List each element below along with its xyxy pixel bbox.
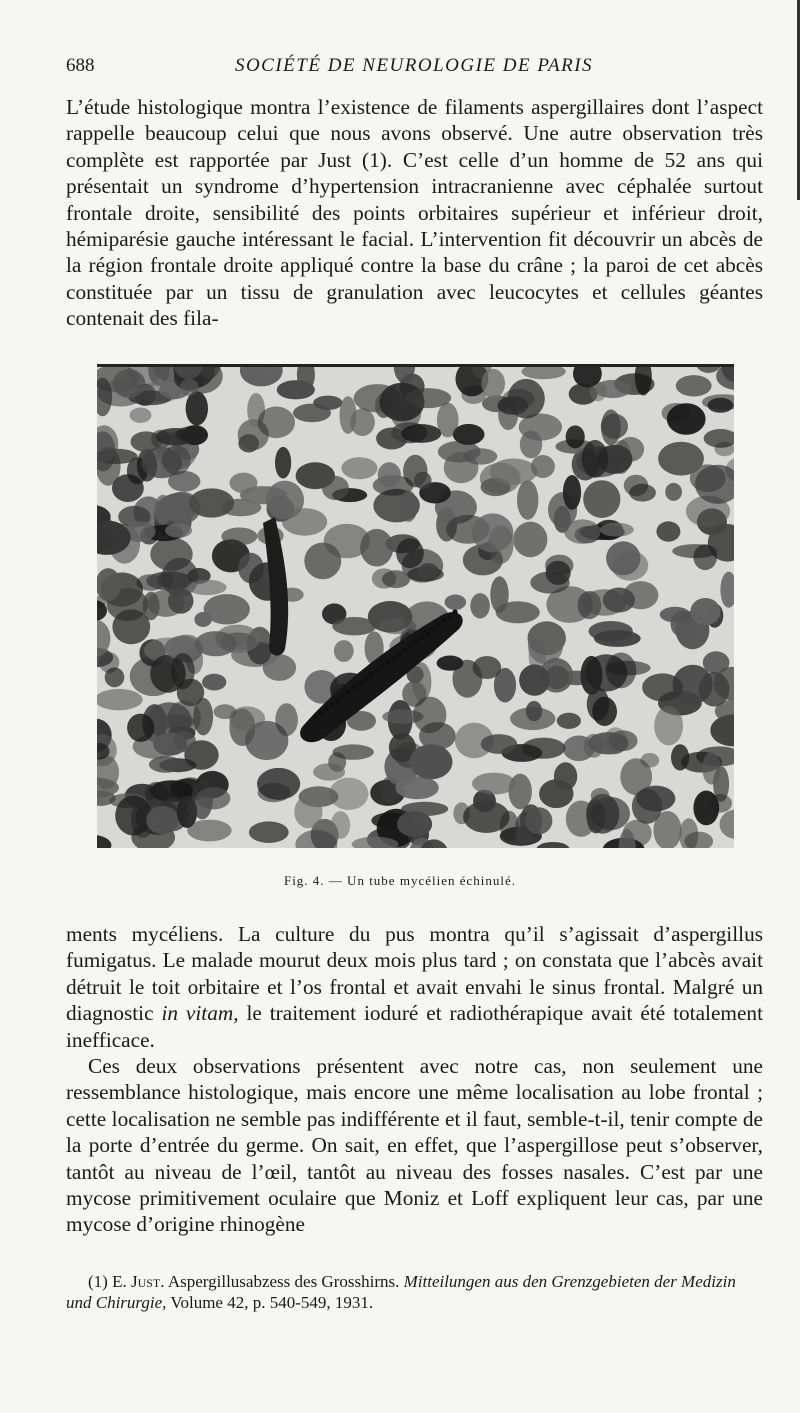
footnote-journal: Mitteilungen aus den Grenzgebieten der Medizin und Chirurgie, xyxy=(66,1272,736,1312)
footnote-details: Volume 42, p. 540-549, 1931. xyxy=(166,1293,374,1312)
page-header xyxy=(66,55,762,81)
paragraph-top: L’étude histologique montra l’existence de filaments aspergillaires dont l’aspect rappelle beaucoup celui que nous avons observé. Une autre observation très complète est rapportée par Just (1). C’est celle d’un homme de 52 ans qui présentait un syndrome d’hypertension intracranienne avec céphalée surtout frontale droite, sensibilité des points orbitaires supérieur et inférieur droit, hémiparésie gauche intéressant le facial. L’intervention fit découvrir un abcès de la région frontale droite appliqué contre la base du crâne ; la paroi de cet abcès constituée par un tissu de granulation avec leucocytes et cellules géantes contenait des fila- xyxy=(66,95,763,331)
running-title: SOCIÉTÉ DE NEUROLOGIE DE PARIS xyxy=(234,55,594,76)
figure-micrograph xyxy=(97,364,734,848)
body-text-top xyxy=(66,94,763,332)
figure-caption: Fig. 4. — Un tube mycélien échinulé. xyxy=(283,873,517,888)
text-after-italic: le traitement ioduré et radiothérapique avait été totalement inefficace. xyxy=(66,1001,763,1052)
text-before-italic: ments mycéliens. La culture du pus montra qu’il s’agissait d’aspergillus fumigatus. Le malade mourut deux mois plus tard ; on constata que l’abcès avait détruit le toit orbitaire et l’os frontal et avait envahi le sinus frontal. Malgré un diagnostic xyxy=(66,922,763,1026)
italic-phrase: in vitam, xyxy=(161,1001,239,1026)
footnote-author: Just. xyxy=(130,1272,165,1291)
footnote-title: Aspergillusabzess des Grosshirns. xyxy=(164,1272,404,1291)
paragraph-two: Ces deux observations présentent avec notre cas, non seulement une ressemblance histologique, mais encore une même localisation au lobe frontal ; cette localisation ne semble pas indifférente et il faut, semble-t-il, tenir compte de la porte d’entrée du germe. On sait, en effet, que l’aspergillose peut s’observer, tantôt au niveau de l’œil, tantôt au niveau des fosses nasales. C’est par une mycose primitivement oculaire que Moniz et Loff expliquent leur cas, par une mycose d’origine rhinogène xyxy=(66,1054,763,1237)
page-number: 688 xyxy=(66,55,95,76)
footnote-marker: (1) E. xyxy=(88,1272,127,1291)
footnote xyxy=(66,1271,763,1313)
paragraph-continuation xyxy=(66,921,763,1053)
micrograph-image xyxy=(97,367,734,848)
body-text-bottom xyxy=(66,921,763,1238)
